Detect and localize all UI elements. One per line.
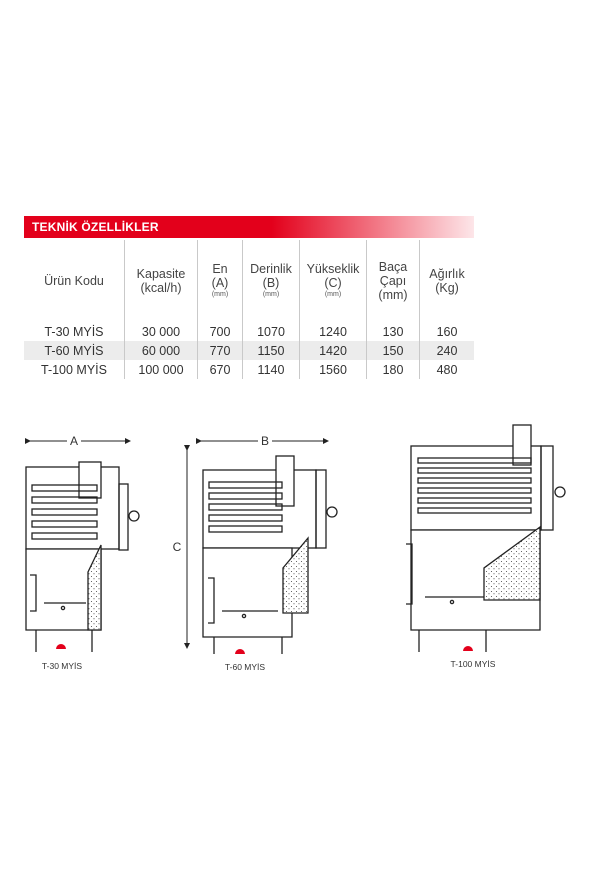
dimension-c-label: C (172, 540, 182, 554)
red-marker-icon (463, 646, 473, 651)
cell-height: 1560 (300, 360, 367, 379)
cell-width: 770 (198, 341, 243, 360)
cell-product-code: T-30 MYİS (44, 324, 104, 339)
model-label-t30: T-30 MYİS (41, 661, 83, 671)
header-weight: Ağırlık (Kg) (420, 240, 475, 322)
header-height: Yükseklik (C) (mm) (300, 240, 367, 322)
cell-height: 1420 (300, 341, 367, 360)
cell-depth: 1140 (243, 360, 300, 379)
cell-depth: 1070 (243, 322, 300, 341)
red-marker-icon (56, 644, 66, 649)
red-marker-icon (235, 649, 245, 654)
dimension-a-label: A (69, 434, 79, 448)
boiler-t30-diagram (26, 441, 139, 652)
cell-capacity: 100 000 (125, 360, 198, 379)
cell-height: 1240 (300, 322, 367, 341)
header-product-code: Ürün Kodu (44, 274, 104, 288)
cell-width: 670 (198, 360, 243, 379)
model-label-t100: T-100 MYİS (450, 659, 496, 669)
cell-capacity: 60 000 (125, 341, 198, 360)
cell-flue: 180 (367, 360, 420, 379)
boiler-t100-diagram (406, 425, 565, 652)
cell-flue: 150 (367, 341, 420, 360)
header-capacity: Kapasite (kcal/h) (125, 240, 198, 322)
specs-title: TEKNİK ÖZELLİKLER (24, 216, 474, 238)
cell-weight: 240 (420, 341, 475, 360)
model-label-t60: T-60 MYİS (224, 662, 266, 672)
header-depth: Derinlik (B) (mm) (243, 240, 300, 322)
boiler-t60-diagram (187, 441, 337, 654)
dimension-b-label: B (260, 434, 270, 448)
cell-product-code: T-100 MYİS (41, 362, 107, 377)
cell-product-code: T-60 MYİS (24, 341, 125, 360)
cell-weight: 160 (420, 322, 475, 341)
cell-width: 700 (198, 322, 243, 341)
header-width: En (A) (mm) (198, 240, 243, 322)
cell-capacity: 30 000 (125, 322, 198, 341)
cell-weight: 480 (420, 360, 475, 379)
cell-flue: 130 (367, 322, 420, 341)
header-flue-diameter: Baça Çapı (mm) (367, 240, 420, 322)
cell-depth: 1150 (243, 341, 300, 360)
